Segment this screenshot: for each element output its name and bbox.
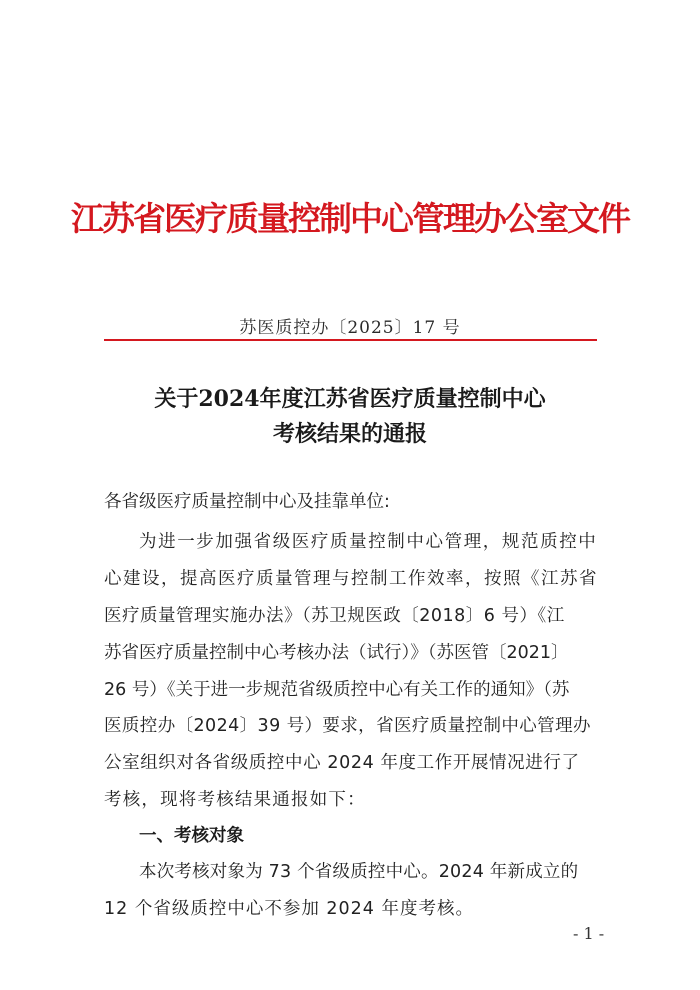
paragraph-line: 医质控办〔2024〕39 号）要求，省医疗质量控制中心管理办 [104,716,591,736]
paragraph-line: 公室组织对各省级质控中心 2024 年度工作开展情况进行了 [104,753,580,773]
red-divider [104,339,597,341]
paragraph-line: 12 个省级质控中心不参加 2024 年度考核。 [104,899,474,919]
document-header-title: 江苏省医疗质量控制中心管理办公室文件 [71,199,629,238]
document-number: 苏医质控办〔2025〕17 号 [239,318,461,338]
notice-title-line-2: 考核结果的通报 [272,421,427,447]
paragraph-line: 为进一步加强省级医疗质量控制中心管理，规范质控中 [139,532,598,552]
paragraph-line: 考核，现将考核结果通报如下： [104,790,366,810]
paragraph-line: 26 号）《关于进一步规范省级质控中心有关工作的通知》（苏 [104,680,570,700]
page-number: - 1 - [573,924,605,943]
paragraph-line: 苏省医疗质量控制中心考核办法（试行）》（苏医管〔2021〕 [104,643,569,663]
section-heading: 一、考核对象 [139,826,244,846]
paragraph-line: 医疗质量管理实施办法》（苏卫规医政〔2018〕6 号）《江 [104,606,565,626]
notice-title-line-1: 关于2024年度江苏省医疗质量控制中心 [154,386,546,412]
salutation: 各省级医疗质量控制中心及挂靠单位: [104,492,390,512]
paragraph-line: 心建设，提高医疗质量管理与控制工作效率，按照《江苏省 [104,569,598,589]
paragraph-line: 本次考核对象为 73 个省级质控中心。2024 年新成立的 [139,862,579,882]
